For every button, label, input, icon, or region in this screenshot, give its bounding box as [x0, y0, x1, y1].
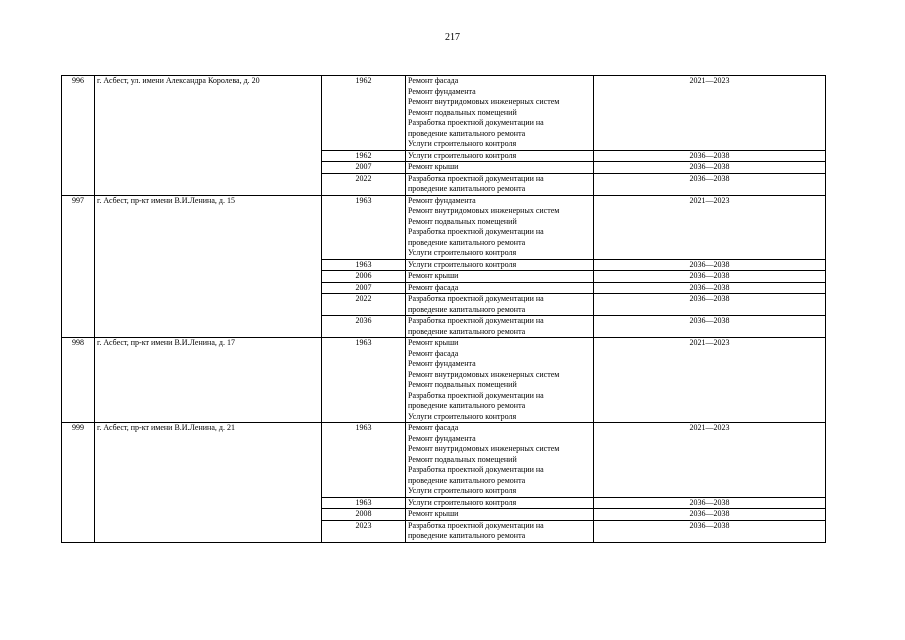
year-cell: 2006 [322, 271, 406, 283]
work-item: Услуги строительного контроля [408, 150, 517, 160]
year-cell: 2023 [322, 520, 406, 542]
works-cell [406, 338, 594, 423]
year-cell: 1963 [322, 338, 406, 423]
year-cell: 1963 [322, 259, 406, 271]
year-cell: 2036 [322, 316, 406, 338]
work-item: Ремонт внутридомовых инженерных систем [408, 206, 560, 215]
work-item: Ремонт крыши [408, 162, 459, 171]
period-cell: 2036—2038 [594, 150, 826, 162]
period-cell: 2036—2038 [594, 316, 826, 338]
table-row [62, 338, 826, 423]
work-item: проведение капитального ремонта [408, 304, 526, 314]
work-item: Ремонт внутридомовых инженерных систем [408, 97, 560, 106]
year-cell: 2022 [322, 173, 406, 195]
work-item: Услуги строительного контроля [408, 486, 517, 495]
works-cell [406, 294, 594, 316]
year-cell: 1962 [322, 150, 406, 162]
works-cell [406, 509, 594, 521]
work-item: проведение капитального ремонта [408, 237, 526, 247]
year-cell: 2022 [322, 294, 406, 316]
year-cell: 1963 [322, 497, 406, 509]
work-item: Ремонт фасада [408, 423, 459, 432]
works-cell [406, 195, 594, 259]
period-cell: 2021—2023 [594, 76, 826, 151]
works-cell [406, 150, 594, 162]
work-item: Ремонт фундамента [408, 86, 476, 96]
works-cell [406, 173, 594, 195]
year-cell: 2007 [322, 162, 406, 174]
work-item: проведение капитального ремонта [408, 401, 526, 410]
work-item: Ремонт крыши [408, 338, 459, 347]
works-cell [406, 316, 594, 338]
work-item: Ремонт фасада [408, 348, 459, 358]
work-item: Разработка проектной документации на [408, 173, 544, 183]
building-number: 997 [62, 195, 95, 338]
work-item: Ремонт фундамента [408, 433, 476, 443]
work-item: Ремонт крыши [408, 271, 459, 280]
year-cell: 1963 [322, 195, 406, 259]
work-item: Ремонт подвальных помещений [408, 216, 517, 226]
period-cell: 2036—2038 [594, 497, 826, 509]
year-cell: 2007 [322, 282, 406, 294]
work-item: проведение капитального ремонта [408, 475, 526, 485]
work-item: проведение капитального ремонта [408, 128, 526, 138]
table-body [62, 76, 826, 543]
work-item: проведение капитального ремонта [408, 184, 526, 193]
works-cell [406, 162, 594, 174]
page-number: 217 [445, 32, 460, 43]
work-item: Ремонт крыши [408, 509, 459, 518]
works-cell [406, 497, 594, 509]
period-cell: 2021—2023 [594, 195, 826, 259]
period-cell: 2021—2023 [594, 338, 826, 423]
work-item: проведение капитального ремонта [408, 531, 526, 540]
table-row [62, 76, 826, 151]
work-item: Услуги строительного контроля [408, 259, 517, 269]
work-item: Разработка проектной документации на [408, 118, 544, 127]
work-item: Ремонт фасада [408, 76, 459, 85]
building-address: г. Асбест, пр-кт имени В.И.Ленина, д. 21 [95, 423, 322, 543]
work-item: Разработка проектной документации на [408, 227, 544, 236]
period-cell: 2036—2038 [594, 173, 826, 195]
period-cell: 2036—2038 [594, 282, 826, 294]
period-cell: 2021—2023 [594, 423, 826, 498]
work-item: Разработка проектной документации на [408, 520, 544, 530]
work-item: Услуги строительного контроля [408, 139, 517, 148]
work-item: Ремонт подвальных помещений [408, 454, 517, 464]
building-number: 999 [62, 423, 95, 543]
year-cell: 1963 [322, 423, 406, 498]
period-cell: 2036—2038 [594, 520, 826, 542]
period-cell: 2036—2038 [594, 509, 826, 521]
table-row [62, 423, 826, 498]
year-cell: 2008 [322, 509, 406, 521]
works-cell [406, 76, 594, 151]
works-cell [406, 259, 594, 271]
period-cell: 2036—2038 [594, 271, 826, 283]
period-cell: 2036—2038 [594, 294, 826, 316]
works-cell [406, 271, 594, 283]
work-item: Ремонт фундамента [408, 359, 476, 368]
work-item: Ремонт фундамента [408, 195, 476, 205]
year-cell: 1962 [322, 76, 406, 151]
work-item: Ремонт подвальных помещений [408, 380, 517, 389]
work-item: Разработка проектной документации на [408, 465, 544, 474]
building-number: 998 [62, 338, 95, 423]
period-cell: 2036—2038 [594, 162, 826, 174]
works-cell [406, 520, 594, 542]
work-item: Разработка проектной документации на [408, 316, 544, 325]
work-item: Услуги строительного контроля [408, 497, 517, 507]
building-address: г. Асбест, пр-кт имени В.И.Ленина, д. 17 [95, 338, 322, 423]
table-row [62, 195, 826, 259]
work-item: Услуги строительного контроля [408, 411, 517, 421]
work-item: Услуги строительного контроля [408, 248, 517, 257]
building-address: г. Асбест, ул. имени Александра Королева, д. 20 [95, 76, 322, 196]
period-cell: 2036—2038 [594, 259, 826, 271]
work-item: Ремонт внутридомовых инженерных систем [408, 444, 560, 453]
repair-schedule-table [61, 75, 826, 543]
work-item: Ремонт подвальных помещений [408, 107, 517, 117]
work-item: Разработка проектной документации на [408, 294, 544, 303]
building-address: г. Асбест, пр-кт имени В.И.Ленина, д. 15 [95, 195, 322, 338]
work-item: Разработка проектной документации на [408, 390, 544, 400]
work-item: Ремонт внутридомовых инженерных систем [408, 369, 560, 379]
building-number: 996 [62, 76, 95, 196]
work-item: Ремонт фасада [408, 282, 459, 292]
work-item: проведение капитального ремонта [408, 326, 526, 336]
works-cell [406, 423, 594, 498]
works-cell [406, 282, 594, 294]
